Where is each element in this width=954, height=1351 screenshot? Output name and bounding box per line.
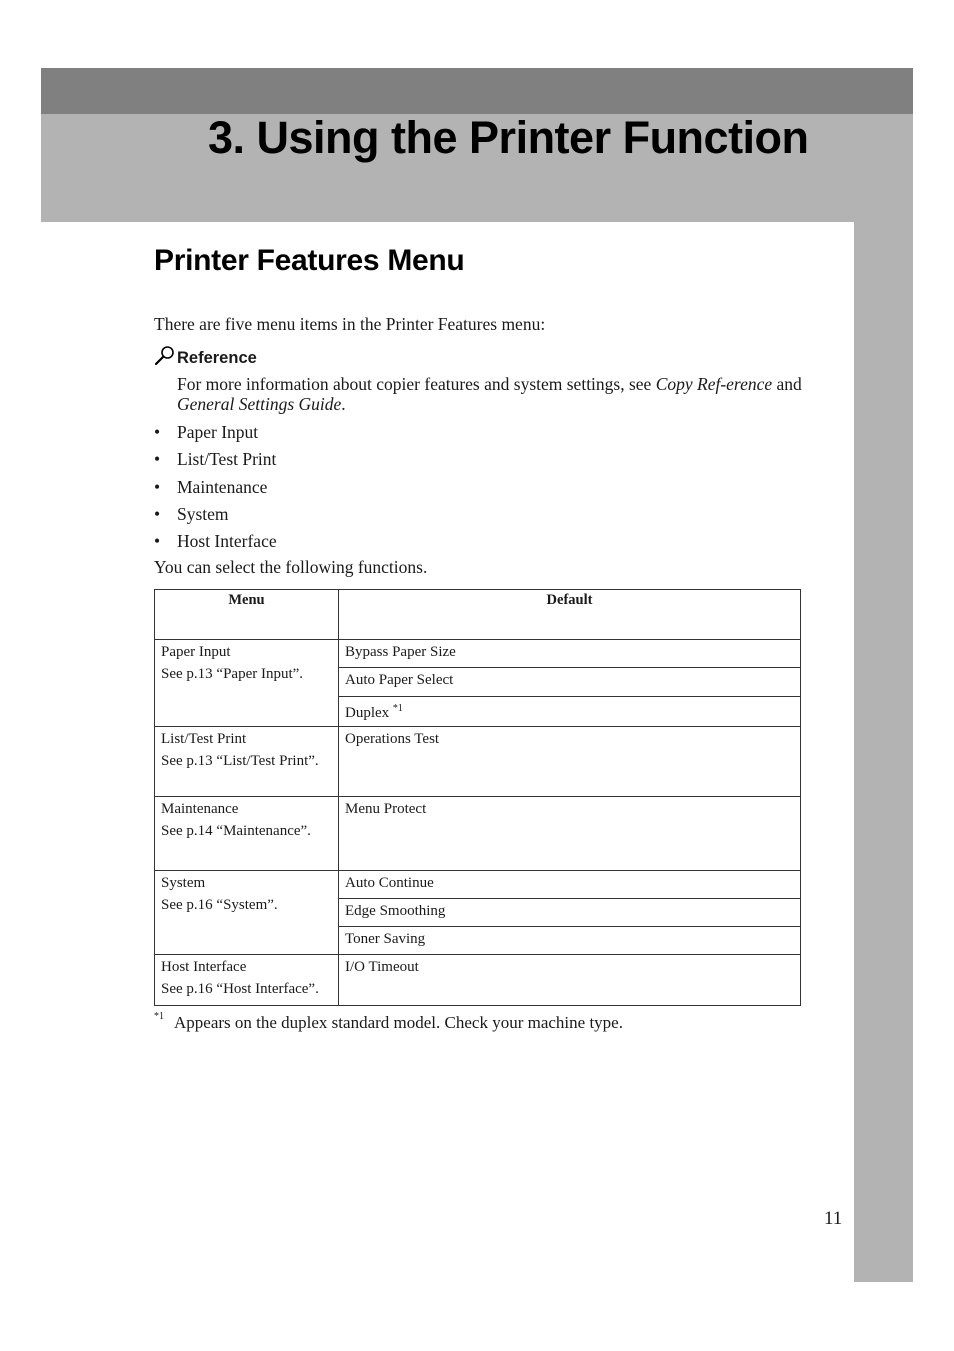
section-title: Printer Features Menu [154,244,465,277]
default-cell: Toner Saving [339,927,801,955]
intro-text: There are five menu items in the Printer Features menu: [154,314,546,334]
select-functions-text: You can select the following functions. [154,557,428,577]
menu-cell: System See p.16 “System”. [155,871,339,955]
footnote-text: Appears on the duplex standard model. Check your machine type. [174,1013,623,1032]
menu-cell: List/Test Print See p.13 “List/Test Print”. [155,727,339,797]
side-tab-strip [854,222,913,1282]
default-cell: Duplex $^{*1}$ [339,697,801,727]
reference-text [177,374,802,414]
footnote [154,1013,623,1033]
list-item: • List/Test Print [154,449,277,470]
reference-heading [154,345,257,367]
default-cell: Menu Protect [339,797,801,871]
reference-title-general: General Settings Guide [177,394,342,414]
list-item: • Host Interface [154,531,277,552]
reference-title-copy: Copy Ref-erence [655,374,773,394]
menu-items-list [154,421,277,557]
reference-text-mid: and [772,374,802,394]
reference-text-before: For more information about copier features and system settings, see [177,374,656,394]
default-cell: Auto Paper Select [339,668,801,697]
table-header-row [155,590,801,640]
chapter-band-dark [41,68,913,114]
table-row [155,871,801,899]
printer-features-table [154,589,801,1006]
default-cell: Operations Test [339,727,801,797]
default-cell: Bypass Paper Size [339,640,801,668]
default-cell: Auto Continue [339,871,801,899]
page-number: 11 [824,1208,843,1229]
list-item: • Maintenance [154,476,268,497]
menu-cell: Maintenance See p.14 “Maintenance”. [155,797,339,871]
column-header-menu: Menu [155,590,339,640]
table-row [155,640,801,668]
default-cell: I/O Timeout [339,955,801,1006]
footnote-mark: *1 [154,1011,164,1022]
list-item: • System [154,503,229,524]
chapter-title: 3. Using the Printer Function [208,112,809,163]
list-item: • Paper Input [154,422,259,442]
menu-cell: Paper Input See p.13 “Paper Input”. [155,640,339,727]
table-row [155,797,801,871]
table-row [155,955,801,1006]
table-row [155,727,801,797]
column-header-default: Default [339,590,801,640]
menu-cell: Host Interface See p.16 “Host Interface”. [155,955,339,1006]
magnifier-icon [154,345,176,367]
reference-text-after: . [341,394,346,414]
reference-label: Reference [177,349,257,367]
default-cell: Edge Smoothing [339,899,801,927]
